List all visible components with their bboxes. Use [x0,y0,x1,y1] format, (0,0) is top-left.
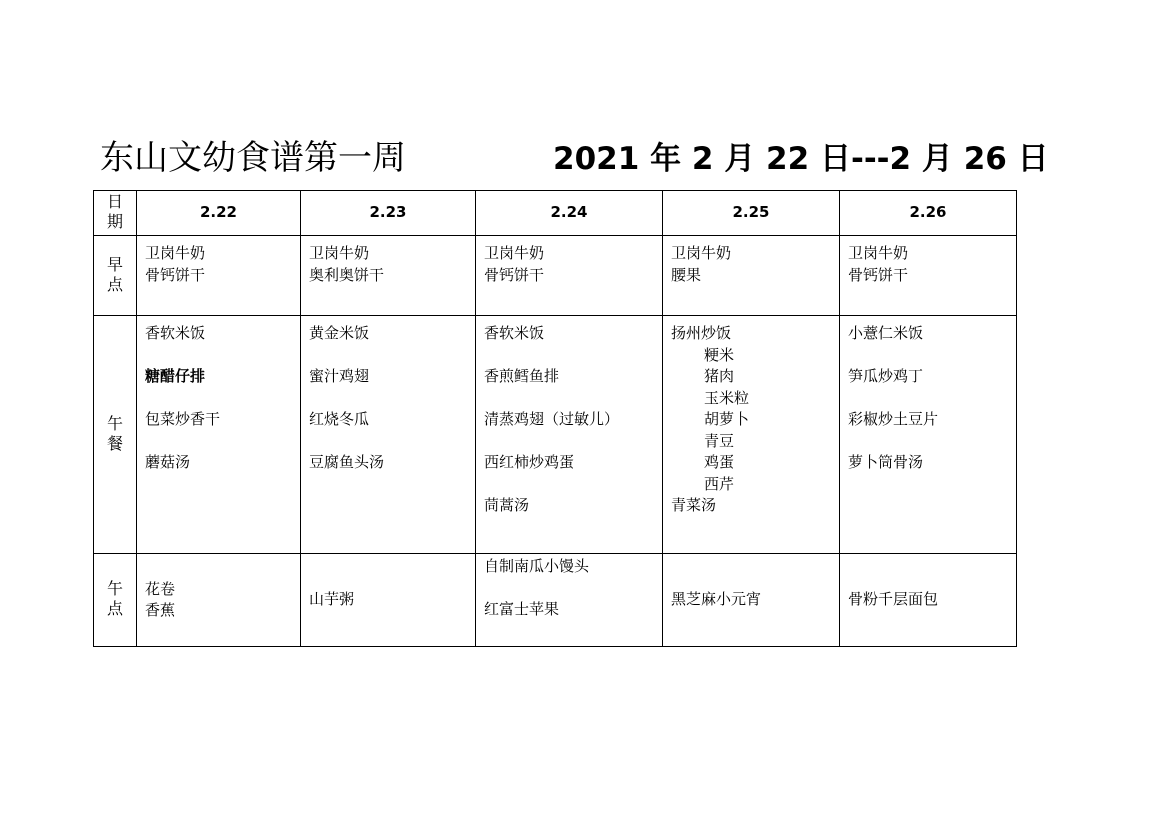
menu-item: 山芋粥 [309,590,355,609]
menu-item: 糖醋仔排 [145,367,206,385]
menu-item: 骨钙饼干 [848,265,909,284]
menu-cell [476,316,663,554]
menu-item: 黄金米饭 [309,324,370,342]
date-header: 2.25 [663,191,840,236]
menu-item: 卫岗牛奶 [671,244,732,262]
menu-item: 蜜汁鸡翅 [309,367,370,385]
menu-item: 豆腐鱼头汤 [309,453,385,471]
ingredient-item: 西芹 [704,474,735,493]
menu-cell [476,236,663,316]
row-label-breakfast: 早点 [107,254,124,294]
date-range: 2021 年 2 月 22 日---2 月 26 日 [553,141,1049,177]
menu-item: 骨粉千层面包 [848,590,939,609]
menu-item: 卫岗牛奶 [145,244,206,262]
row-label-snack: 午点 [107,579,124,619]
menu-item: 红烧冬瓜 [309,410,370,428]
menu-item: 卫岗牛奶 [848,244,909,262]
menu-cell [137,554,301,647]
menu-item: 奥利奥饼干 [309,265,385,284]
page-title: 东山文幼食谱第一周 [100,138,406,178]
table-row-breakfast [94,236,1017,316]
menu-item: 香煎鳕鱼排 [484,367,560,385]
row-label-lunch: 午餐 [107,413,124,453]
menu-item: 清蒸鸡翅（过敏儿） [484,410,620,428]
menu-item: 自制南瓜小馒头 [484,557,590,575]
menu-item: 西红柿炒鸡蛋 [484,453,575,471]
menu-item: 花卷 [145,579,176,598]
menu-item: 香软米饭 [145,324,206,342]
menu-item: 笋瓜炒鸡丁 [848,367,924,385]
ingredient-item: 粳米 [704,345,735,364]
menu-cell [301,316,476,554]
date-header: 2.24 [476,191,663,236]
menu-item: 腰果 [671,265,702,284]
row-label-cell [94,316,137,554]
menu-item: 红富士苹果 [484,600,560,618]
table-row-lunch [94,316,1017,554]
menu-item: 萝卜筒骨汤 [848,453,924,471]
menu-item: 小薏仁米饭 [848,324,924,342]
date-header: 2.23 [301,191,476,236]
table-header-row [94,191,1017,236]
menu-cell [663,316,840,554]
date-header: 2.22 [137,191,301,236]
table-row-snack [94,554,1017,647]
menu-item: 扬州炒饭 [671,324,732,342]
menu-item: 包菜炒香干 [145,410,221,428]
menu-cell [476,554,663,647]
ingredient-item: 玉米粒 [704,388,750,407]
date-header: 2.26 [840,191,1017,236]
menu-cell [137,236,301,316]
menu-item: 蘑菇汤 [145,453,191,471]
corner-label: 日期 [107,192,124,232]
menu-cell [137,316,301,554]
menu-item: 卫岗牛奶 [484,244,545,262]
menu-item: 卫岗牛奶 [309,244,370,262]
corner-cell [94,191,137,236]
menu-cell [840,554,1017,647]
menu-item: 青菜汤 [671,496,717,514]
menu-item: 骨钙饼干 [145,265,206,284]
menu-cell [840,316,1017,554]
menu-item: 香蕉 [145,601,176,619]
menu-cell [301,554,476,647]
weekly-menu-table [93,190,1017,647]
menu-cell [840,236,1017,316]
ingredient-item: 胡萝卜 [704,410,750,428]
menu-item: 骨钙饼干 [484,265,545,284]
row-label-cell [94,554,137,647]
menu-item: 黑芝麻小元宵 [671,590,762,609]
menu-item: 彩椒炒土豆片 [848,410,939,428]
menu-cell [663,554,840,647]
menu-item: 茼蒿汤 [484,496,530,514]
menu-cell [663,236,840,316]
menu-item: 香软米饭 [484,324,545,342]
menu-cell [301,236,476,316]
ingredient-item: 猪肉 [704,367,735,385]
ingredient-item: 鸡蛋 [704,453,735,471]
ingredient-item: 青豆 [704,431,735,450]
row-label-cell [94,236,137,316]
